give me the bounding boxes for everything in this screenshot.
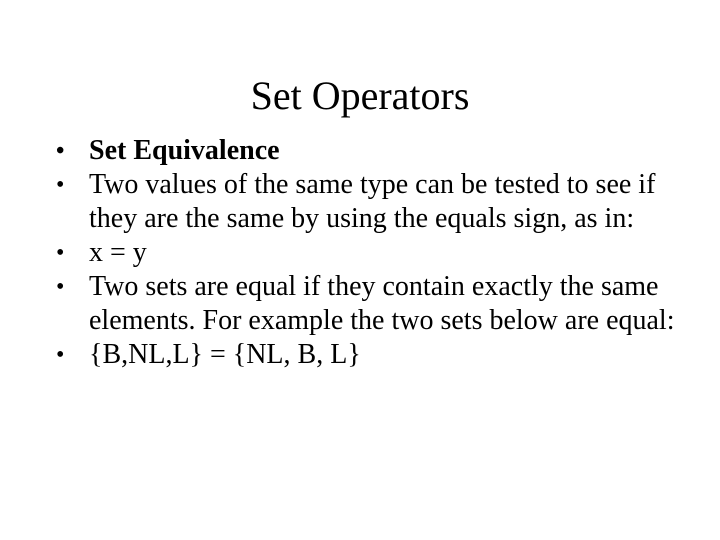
bullet-item-equation — [56, 236, 676, 270]
bullet-item-set-equality — [56, 270, 676, 338]
bullet-icon: • — [56, 342, 65, 368]
bullet-icon: • — [56, 240, 65, 266]
bullet-icon: • — [56, 172, 65, 198]
bullet-text: Two sets are equal if they contain exactly the same elements. For example the two sets below are equal: — [89, 271, 675, 336]
bullet-text: Set Equivalence — [89, 135, 280, 166]
bullet-item-set-equivalence — [56, 134, 676, 168]
bullet-icon: • — [56, 274, 65, 300]
bullet-text: x = y — [89, 237, 147, 268]
bullet-item-set-example — [56, 338, 676, 372]
bullet-text: Two values of the same type can be tested to see if they are the same by using the equals sign, as in: — [89, 169, 656, 234]
bullet-item-equality-test — [56, 168, 676, 236]
bullet-text: {B,NL,L} = {NL, B, L} — [89, 339, 361, 370]
bullet-list — [56, 134, 676, 372]
slide-title: Set Operators — [250, 73, 470, 118]
bullet-icon: • — [56, 138, 65, 164]
